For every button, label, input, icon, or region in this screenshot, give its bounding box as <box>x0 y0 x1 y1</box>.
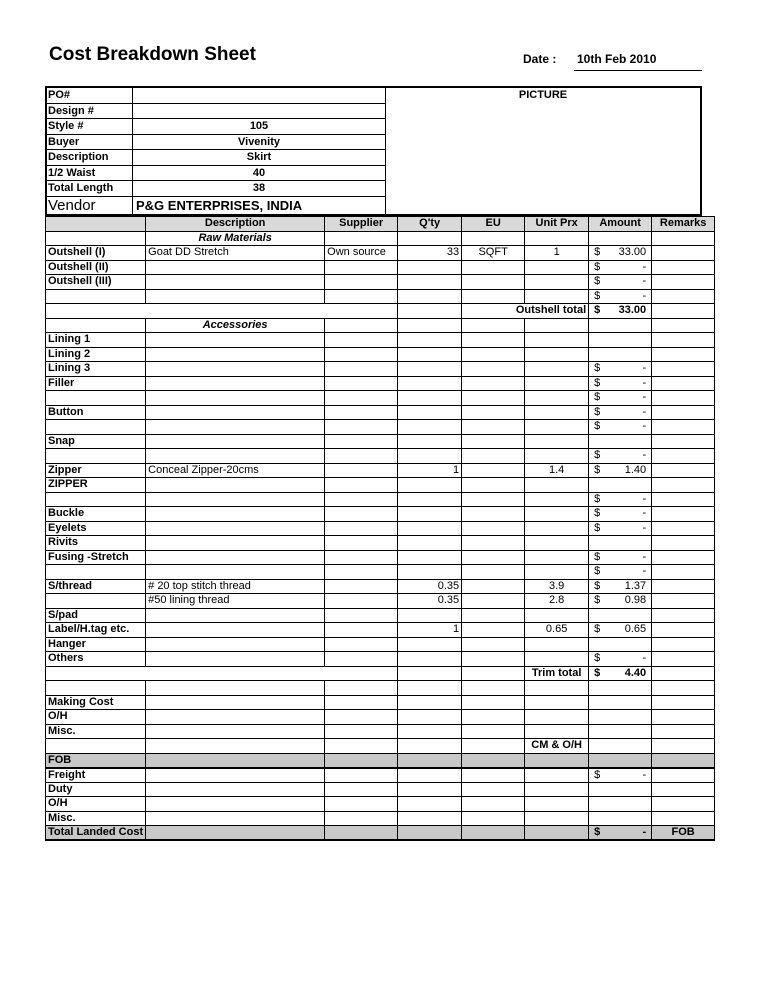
row-name: Eyelets <box>46 521 146 536</box>
field-label: Buyer <box>48 135 133 150</box>
field-label: Style # <box>48 119 133 134</box>
trim-total-row <box>46 666 715 681</box>
field-value[interactable]: 38 <box>252 182 266 194</box>
picture-label: PICTURE <box>518 89 568 101</box>
row-name: ZIPPER <box>46 478 146 493</box>
amount-value: - <box>642 492 647 505</box>
row-name: Button <box>46 405 146 420</box>
amount-value: - <box>642 652 647 665</box>
field-label: Design # <box>48 104 133 119</box>
row-supplier[interactable]: Own source <box>325 246 398 261</box>
table-row[interactable] <box>46 347 715 362</box>
amount-value: - <box>642 376 647 389</box>
row-name: Making Cost <box>46 695 146 710</box>
row-description[interactable]: Conceal Zipper-20cms <box>146 463 325 478</box>
table-row[interactable] <box>46 594 715 609</box>
currency-sign: $ <box>594 463 601 476</box>
field-label: PO# <box>48 88 133 103</box>
table-row[interactable] <box>46 797 715 812</box>
table-row[interactable] <box>46 536 715 551</box>
field-design[interactable] <box>47 104 385 120</box>
column-header-row <box>46 217 715 232</box>
sheet-title: Cost Breakdown Sheet <box>49 44 256 65</box>
amount-value: 0.65 <box>624 623 647 636</box>
amount-value: 4.40 <box>624 666 647 679</box>
table-row[interactable] <box>46 768 715 783</box>
table-row[interactable] <box>46 362 715 377</box>
table-row[interactable] <box>46 579 715 594</box>
currency-sign: $ <box>594 826 601 838</box>
field-label: Description <box>48 150 133 165</box>
row-amount <box>589 565 652 580</box>
field-value[interactable]: Vivenity <box>238 135 280 148</box>
row-name: Duty <box>46 782 146 797</box>
row-name: Lining 3 <box>46 362 146 377</box>
row-amount <box>589 550 652 565</box>
accessories-heading: Accessories <box>146 318 325 333</box>
row-unit[interactable]: 2.8 <box>525 594 589 609</box>
field-style[interactable] <box>47 119 385 135</box>
field-label: 1/2 Waist <box>48 166 133 181</box>
table-row[interactable] <box>46 289 715 304</box>
amount-value: - <box>642 449 647 462</box>
col-supplier: Supplier <box>325 217 398 232</box>
row-amount <box>589 275 652 290</box>
row-name: Misc. <box>46 811 146 826</box>
amount-value: - <box>642 391 647 404</box>
row-name: Filler <box>46 376 146 391</box>
row-amount <box>589 594 652 609</box>
total-landed-remarks: FOB <box>652 826 715 841</box>
table-row[interactable] <box>46 608 715 623</box>
row-amount <box>589 507 652 522</box>
field-value[interactable]: Skirt <box>246 151 272 163</box>
table-row[interactable] <box>46 463 715 478</box>
row-eu[interactable]: SQFT <box>462 246 525 261</box>
row-name: Label/H.tag etc. <box>46 623 146 638</box>
currency-sign: $ <box>594 565 601 578</box>
currency-sign: $ <box>594 579 601 592</box>
table-row[interactable] <box>46 695 715 710</box>
row-amount <box>589 623 652 638</box>
currency-sign: $ <box>594 420 601 433</box>
row-amount <box>589 289 652 304</box>
row-amount <box>589 521 652 536</box>
row-name: Snap <box>46 434 146 449</box>
row-amount <box>589 492 652 507</box>
row-remarks[interactable] <box>652 246 715 261</box>
table-row[interactable] <box>46 565 715 580</box>
table-row[interactable] <box>46 449 715 464</box>
table-row[interactable] <box>46 550 715 565</box>
amount-value: 1.40 <box>624 463 647 476</box>
row-description[interactable]: # 20 top stitch thread <box>146 579 325 594</box>
row-name: Misc. <box>46 724 146 739</box>
total-landed-label: Total Landed Cost <box>46 826 146 841</box>
amount-value: - <box>642 521 647 534</box>
table-row[interactable] <box>46 492 715 507</box>
table-row[interactable] <box>46 507 715 522</box>
outshell-total-row <box>46 304 715 319</box>
col-unit-price: Unit Prx <box>525 217 589 232</box>
row-name: Freight <box>46 768 146 783</box>
amount-value: 0.98 <box>624 594 647 607</box>
amount-value: - <box>642 507 647 520</box>
field-value[interactable] <box>133 104 385 119</box>
currency-sign: $ <box>594 666 601 679</box>
row-amount <box>589 260 652 275</box>
amount-value: 33.00 <box>618 246 647 259</box>
field-description[interactable] <box>47 150 385 166</box>
table-row[interactable] <box>46 811 715 826</box>
row-name: S/pad <box>46 608 146 623</box>
table-row[interactable] <box>46 521 715 536</box>
section-row <box>46 318 715 333</box>
vendor-value[interactable]: P&G ENTERPRISES, INDIA <box>136 197 303 213</box>
amount-value: - <box>642 550 647 563</box>
row-unit[interactable]: 1.4 <box>525 463 589 478</box>
row-name: Hanger <box>46 637 146 652</box>
row-amount <box>589 463 652 478</box>
currency-sign: $ <box>594 507 601 520</box>
col-blank <box>46 217 146 232</box>
row-qty[interactable]: 33 <box>398 246 462 261</box>
amount-value: 1.37 <box>624 579 647 592</box>
amount-value: - <box>642 826 647 838</box>
row-name: Lining 2 <box>46 347 146 362</box>
field-half-waist[interactable] <box>47 166 385 182</box>
currency-sign: $ <box>594 362 601 375</box>
date-label: Date : <box>523 52 557 66</box>
trim-total-amount <box>589 666 652 681</box>
row-unit[interactable]: 0.65 <box>525 623 589 638</box>
amount-value: - <box>642 420 647 433</box>
col-remarks: Remarks <box>652 217 715 232</box>
section-row <box>46 231 715 246</box>
cost-table <box>45 216 715 841</box>
table-row[interactable] <box>46 260 715 275</box>
outshell-total-label: Outshell total <box>462 304 589 319</box>
col-eu: EU <box>462 217 525 232</box>
field-po[interactable] <box>47 88 385 104</box>
row-name: Outshell (III) <box>46 275 146 290</box>
table-row[interactable] <box>46 782 715 797</box>
row-name: Buckle <box>46 507 146 522</box>
header-fields <box>47 88 385 216</box>
amount-value: - <box>642 275 647 288</box>
vendor-label: Vendor <box>48 197 133 216</box>
table-row[interactable] <box>46 681 715 696</box>
row-name: Zipper <box>46 463 146 478</box>
raw-materials-heading: Raw Materials <box>146 231 325 246</box>
row-unit[interactable]: 3.9 <box>525 579 589 594</box>
row-amount <box>589 579 652 594</box>
row-name: Rivits <box>46 536 146 551</box>
table-row[interactable] <box>46 434 715 449</box>
currency-sign: $ <box>594 768 601 781</box>
field-buyer[interactable] <box>47 135 385 151</box>
table-row[interactable] <box>46 623 715 638</box>
row-name: O/H <box>46 710 146 725</box>
row-amount <box>589 652 652 667</box>
row-amount <box>589 768 652 783</box>
fob-row <box>46 753 715 768</box>
row-qty[interactable]: 0.35 <box>398 579 462 594</box>
field-total-length[interactable] <box>47 181 385 197</box>
total-landed-row <box>46 826 715 841</box>
row-amount <box>589 449 652 464</box>
table-row[interactable] <box>46 710 715 725</box>
row-amount <box>589 405 652 420</box>
currency-sign: $ <box>594 521 601 534</box>
currency-sign: $ <box>594 594 601 607</box>
row-qty[interactable]: 1 <box>398 463 462 478</box>
row-qty[interactable]: 0.35 <box>398 594 462 609</box>
header-block <box>45 86 702 216</box>
currency-sign: $ <box>594 246 601 259</box>
row-name: Others <box>46 652 146 667</box>
table-row[interactable] <box>46 420 715 435</box>
row-description[interactable]: #50 lining thread <box>146 594 325 609</box>
table-row[interactable] <box>46 333 715 348</box>
currency-sign: $ <box>594 652 601 665</box>
row-qty[interactable]: 1 <box>398 623 462 638</box>
currency-sign: $ <box>594 304 601 317</box>
amount-value: - <box>642 565 647 578</box>
amount-value: - <box>642 260 647 273</box>
currency-sign: $ <box>594 550 601 563</box>
row-amount <box>589 246 652 261</box>
cm-oh-row <box>46 739 715 754</box>
col-description: Description <box>146 217 325 232</box>
table-row[interactable] <box>46 724 715 739</box>
currency-sign: $ <box>594 275 601 288</box>
row-amount <box>589 420 652 435</box>
row-name: FOB <box>46 753 146 768</box>
row-name: Fusing -Stretch <box>46 550 146 565</box>
col-amount: Amount <box>589 217 652 232</box>
table-row[interactable] <box>46 637 715 652</box>
row-unit[interactable]: 1 <box>525 246 589 261</box>
row-name: Outshell (II) <box>46 260 146 275</box>
currency-sign: $ <box>594 260 601 273</box>
row-name: Outshell (I) <box>46 246 146 261</box>
currency-sign: $ <box>594 376 601 389</box>
trim-total-label: Trim total <box>525 666 589 681</box>
field-label: Total Length <box>48 181 133 196</box>
currency-sign: $ <box>594 405 601 418</box>
col-qty: Q'ty <box>398 217 462 232</box>
field-value[interactable]: 105 <box>249 120 269 132</box>
outshell-total-amount <box>589 304 652 319</box>
row-name: O/H <box>46 797 146 812</box>
total-landed-amount <box>589 826 652 841</box>
amount-value: 33.00 <box>618 304 647 317</box>
field-value[interactable]: 40 <box>252 166 266 179</box>
field-value[interactable] <box>133 88 385 103</box>
table-row[interactable] <box>46 246 715 261</box>
currency-sign: $ <box>594 492 601 505</box>
date-value[interactable]: 10th Feb 2010 <box>574 52 702 71</box>
currency-sign: $ <box>594 289 601 302</box>
table-row[interactable] <box>46 376 715 391</box>
table-row[interactable] <box>46 405 715 420</box>
picture-area[interactable] <box>385 88 700 214</box>
currency-sign: $ <box>594 623 601 636</box>
row-description[interactable]: Goat DD Stretch <box>146 246 325 261</box>
field-vendor[interactable] <box>47 197 385 216</box>
amount-value: - <box>642 768 647 781</box>
amount-value: - <box>642 405 647 418</box>
row-amount <box>589 376 652 391</box>
table-row[interactable] <box>46 652 715 667</box>
table-row[interactable] <box>46 478 715 493</box>
cm-oh-label: CM & O/H <box>525 739 589 754</box>
row-name: Lining 1 <box>46 333 146 348</box>
row-name: S/thread <box>46 579 146 594</box>
amount-value: - <box>642 289 647 302</box>
currency-sign: $ <box>594 391 601 404</box>
table-row[interactable] <box>46 391 715 406</box>
table-row[interactable] <box>46 275 715 290</box>
row-amount <box>589 391 652 406</box>
row-amount <box>589 362 652 377</box>
amount-value: - <box>642 362 647 375</box>
currency-sign: $ <box>594 449 601 462</box>
